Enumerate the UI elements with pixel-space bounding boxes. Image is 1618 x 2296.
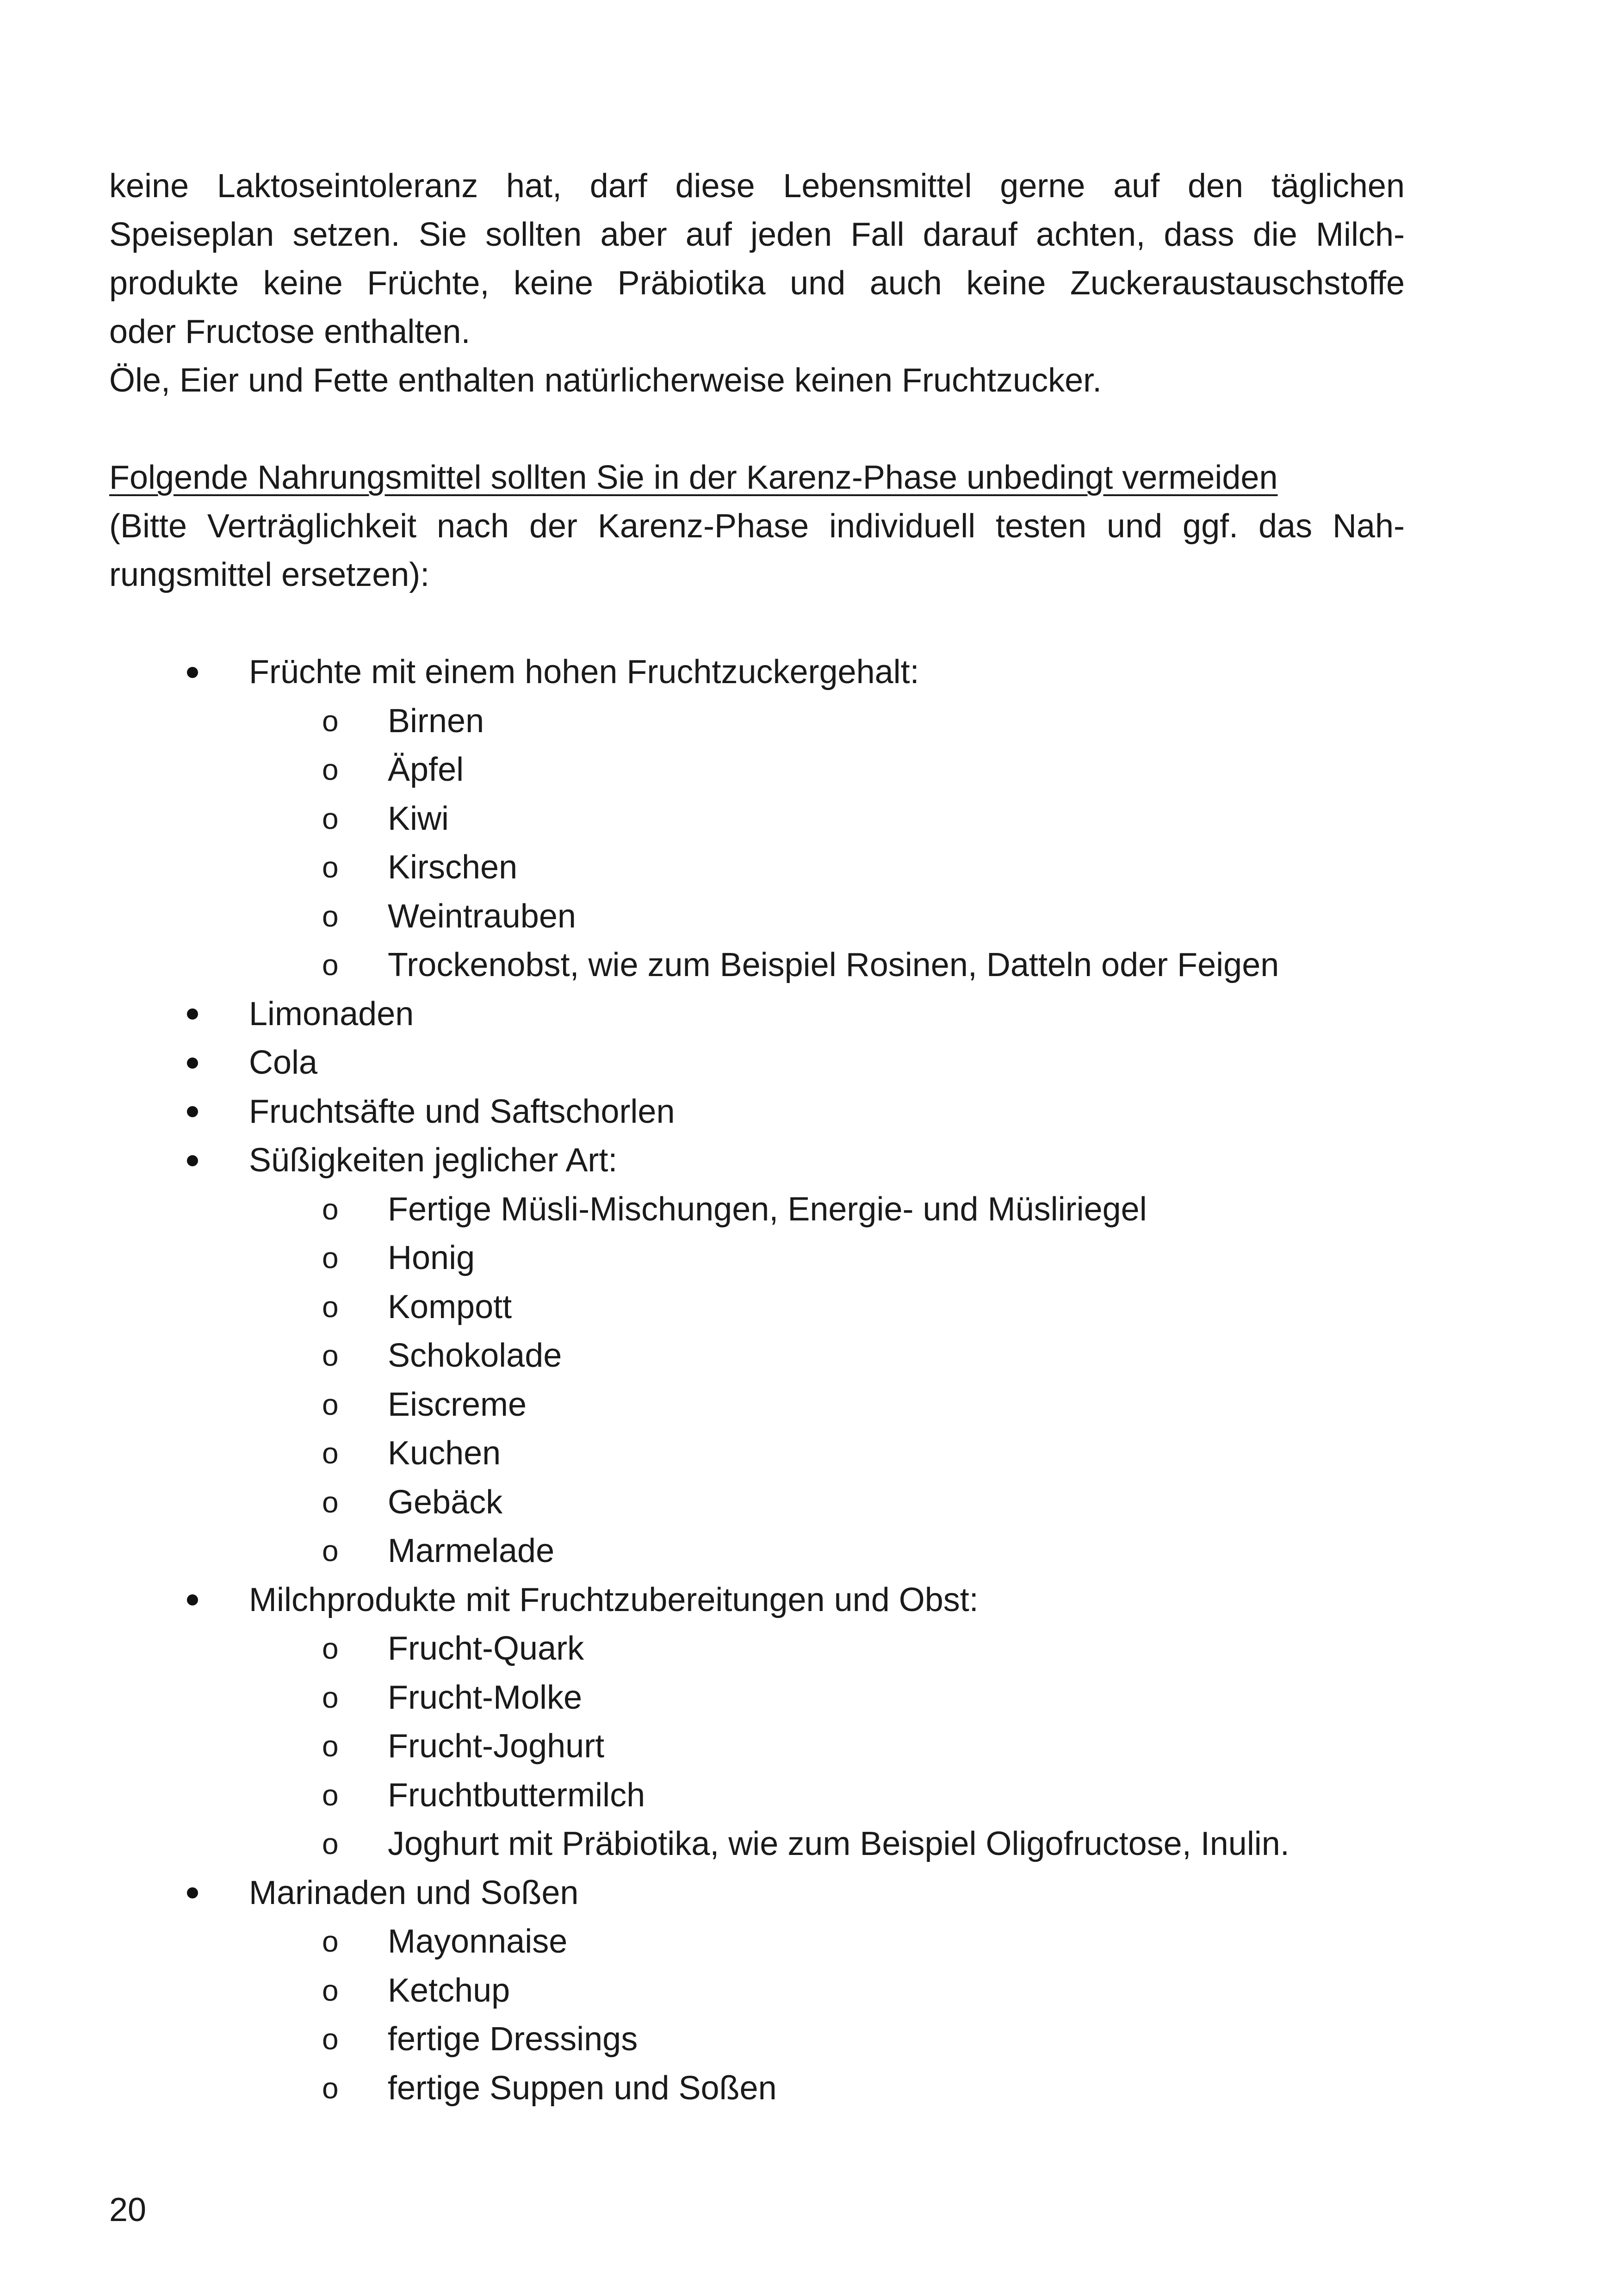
sub-list-item <box>109 1674 1405 1723</box>
list-item <box>109 1136 1405 1576</box>
avoid-note-line: (Bitte Verträglichkeit nach der Karenz-Phase individuell testen und ggf. das Nah- <box>109 508 1405 545</box>
sub-list-item-label: Gebäck <box>388 1483 503 1521</box>
sub-list-item <box>109 1283 1405 1332</box>
list-item-label: Fruchtsäfte und Saftschorlen <box>249 1093 675 1130</box>
list-item-label: Milchprodukte mit Fruchtzubereitungen und Obst: <box>249 1581 979 1618</box>
circle-bullet-icon: o <box>322 899 339 933</box>
list-item-label: Limonaden <box>249 995 414 1033</box>
sub-list-item <box>109 1527 1405 1576</box>
avoid-heading: Folgende Nahrungsmittel sollten Sie in der Karenz-Phase unbedingt vermeiden <box>109 459 1278 496</box>
sub-list-item <box>109 795 1405 844</box>
sub-list-item <box>109 1429 1405 1478</box>
sub-list-item <box>109 1381 1405 1430</box>
sub-list-item-label: Frucht-Molke <box>388 1679 583 1716</box>
sub-list-item-label: Kirschen <box>388 849 518 886</box>
avoid-food-list <box>109 648 1405 2113</box>
sub-list-item <box>109 697 1405 746</box>
bullet-icon <box>183 1576 202 1625</box>
sub-list <box>249 697 1405 990</box>
sub-list-item <box>109 2015 1405 2064</box>
sub-list-item <box>109 746 1405 795</box>
circle-bullet-icon: o <box>322 1632 339 1665</box>
sub-list-item-label: Joghurt mit Präbiotika, wie zum Beispiel Oligofructose, Inulin. <box>388 1825 1289 1862</box>
intro-line: oder Fructose enthalten. <box>109 313 471 350</box>
page-number: 20 <box>109 2191 147 2228</box>
sub-list-item-label: Weintrauben <box>388 897 576 935</box>
circle-bullet-icon: o <box>322 1241 339 1275</box>
intro-paragraph <box>109 162 1405 405</box>
sub-list-item <box>109 1624 1405 1674</box>
spacer <box>109 599 1405 648</box>
avoid-heading-block <box>109 454 1405 599</box>
sub-list-item <box>109 2064 1405 2113</box>
sub-list-item-label: Fruchtbuttermilch <box>388 1776 645 1814</box>
sub-list <box>249 1624 1405 1869</box>
sub-list-item-label: Kuchen <box>388 1435 501 1472</box>
sub-list <box>249 1917 1405 2113</box>
sub-list-item <box>109 1771 1405 1820</box>
sub-list-item-label: Äpfel <box>388 751 464 788</box>
circle-bullet-icon: o <box>322 1192 339 1226</box>
sub-list <box>249 1185 1405 1576</box>
sub-list-item-label: Marmelade <box>388 1532 555 1569</box>
circle-bullet-icon: o <box>322 1437 339 1470</box>
list-item <box>109 1576 1405 1869</box>
spacer <box>109 405 1405 454</box>
circle-bullet-icon: o <box>322 948 339 982</box>
circle-bullet-icon: o <box>322 1973 339 2007</box>
sub-list-item <box>109 1185 1405 1234</box>
circle-bullet-icon: o <box>322 1339 339 1372</box>
list-item-label: Marinaden und Soßen <box>249 1874 579 1911</box>
list-item <box>109 648 1405 990</box>
list-item <box>109 1088 1405 1137</box>
sub-list-item <box>109 1820 1405 1869</box>
list-item <box>109 1869 1405 2113</box>
sub-list-item-label: fertige Suppen und Soßen <box>388 2069 777 2107</box>
bullet-icon <box>183 1136 202 1185</box>
circle-bullet-icon: o <box>322 1534 339 1568</box>
circle-bullet-icon: o <box>322 2022 339 2056</box>
avoid-note-line: rungsmittel ersetzen): <box>109 556 430 593</box>
sub-list-item <box>109 1234 1405 1283</box>
sub-list-item-label: Kompott <box>388 1288 512 1325</box>
sub-list-item-label: Frucht-Quark <box>388 1630 584 1667</box>
list-item <box>109 1039 1405 1088</box>
list-item-label: Cola <box>249 1044 318 1081</box>
sub-list-item-label: Frucht-Joghurt <box>388 1728 605 1765</box>
circle-bullet-icon: o <box>322 1778 339 1812</box>
sub-list-item <box>109 1966 1405 2016</box>
bullet-icon <box>183 1869 202 1918</box>
circle-bullet-icon: o <box>322 1388 339 1421</box>
bullet-icon <box>183 1088 202 1137</box>
sub-list-item-label: Eiscreme <box>388 1386 527 1423</box>
intro-line: keine Laktoseintoleranz hat, darf diese Lebensmittel gerne auf den täglichen <box>109 168 1405 205</box>
circle-bullet-icon: o <box>322 1485 339 1519</box>
circle-bullet-icon: o <box>322 1680 339 1714</box>
sub-list-item <box>109 941 1405 990</box>
list-item-label: Süßigkeiten jeglicher Art: <box>249 1142 618 1179</box>
list-item <box>109 990 1405 1039</box>
sub-list-item <box>109 1917 1405 1966</box>
sub-list-item <box>109 892 1405 941</box>
bullet-icon <box>183 648 202 697</box>
circle-bullet-icon: o <box>322 2071 339 2105</box>
list-item-label: Früchte mit einem hohen Fruchtzuckergehalt: <box>249 653 919 691</box>
intro-line: produkte keine Früchte, keine Präbiotika und auch keine Zuckeraustauschstoffe <box>109 265 1405 302</box>
sub-list-item-label: Trockenobst, wie zum Beispiel Rosinen, Datteln oder Feigen <box>388 946 1279 983</box>
sub-list-item-label: fertige Dressings <box>388 2021 638 2058</box>
sub-list-item-label: Fertige Müsli-Mischungen, Energie- und Müsliriegel <box>388 1190 1147 1228</box>
sub-list-item-label: Ketchup <box>388 1972 510 2009</box>
circle-bullet-icon: o <box>322 1730 339 1763</box>
sub-list-item <box>109 1722 1405 1771</box>
sub-list-item <box>109 1332 1405 1381</box>
bullet-icon <box>183 990 202 1039</box>
sub-list-item <box>109 1478 1405 1527</box>
circle-bullet-icon: o <box>322 1827 339 1860</box>
intro-line: Speiseplan setzen. Sie sollten aber auf jeden Fall darauf achten, dass die Milch- <box>109 216 1405 253</box>
sub-list-item-label: Honig <box>388 1239 475 1276</box>
sub-list-item-label: Birnen <box>388 702 484 740</box>
sub-list-item-label: Schokolade <box>388 1337 562 1374</box>
sub-list-item-label: Kiwi <box>388 800 449 837</box>
sub-list-item-label: Mayonnaise <box>388 1923 568 1960</box>
document-page <box>109 162 1405 2113</box>
circle-bullet-icon: o <box>322 1925 339 1958</box>
circle-bullet-icon: o <box>322 753 339 786</box>
circle-bullet-icon: o <box>322 851 339 884</box>
circle-bullet-icon: o <box>322 1290 339 1324</box>
circle-bullet-icon: o <box>322 704 339 738</box>
intro-line: Öle, Eier und Fette enthalten natürlicherweise keinen Fruchtzucker. <box>109 362 1102 399</box>
circle-bullet-icon: o <box>322 802 339 835</box>
bullet-icon <box>183 1039 202 1088</box>
sub-list-item <box>109 843 1405 892</box>
